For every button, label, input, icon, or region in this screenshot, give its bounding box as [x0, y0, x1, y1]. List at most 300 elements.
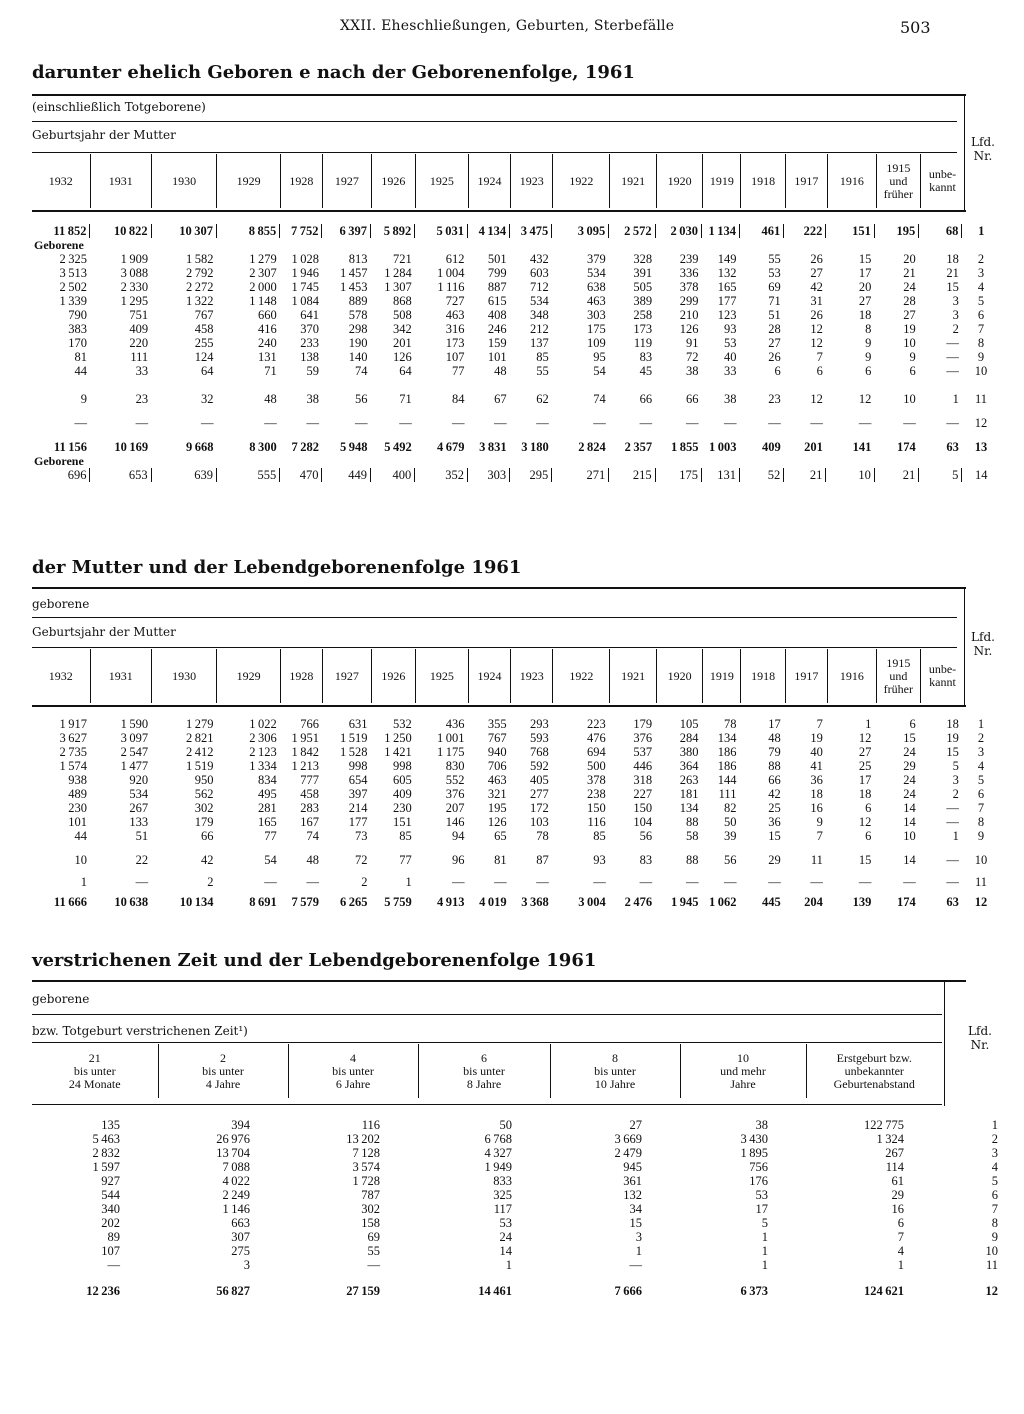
table-cell: 23	[768, 392, 781, 406]
table-cell: —	[629, 1258, 642, 1272]
column-header: Erstgeburt bzw. unbekannter Geburtenabstand	[833, 1050, 915, 1091]
table-cell: 16	[891, 1202, 904, 1216]
table-cell: 20	[858, 280, 872, 294]
lfd-separator	[964, 587, 965, 707]
column-header: 1927	[323, 154, 372, 208]
table-cell: 342	[392, 322, 412, 336]
spacer-row	[32, 378, 1000, 392]
table-row	[32, 787, 1000, 801]
table-cell: —	[354, 416, 368, 430]
table-cell: —	[367, 1258, 380, 1272]
table-cell: 48	[306, 853, 319, 867]
table-cell: 122 775	[863, 1118, 904, 1132]
table-cell: 950	[194, 773, 214, 787]
table-cell: 400	[370, 468, 414, 482]
table-cell: 10	[74, 853, 87, 867]
table-cell: 267	[129, 801, 149, 815]
table-cell: 14	[903, 815, 916, 829]
table-cell: 2	[361, 875, 368, 889]
table-cell: 12	[858, 815, 872, 829]
table-cell: 66	[639, 392, 653, 406]
rule	[32, 152, 957, 153]
table-cell: 3 095	[552, 224, 609, 238]
table-cell: 1 519	[339, 731, 368, 745]
table-cell: 303	[586, 308, 606, 322]
table-cell: 27	[768, 336, 781, 350]
table-cell: 44	[74, 364, 87, 378]
table-cell: 1 279	[186, 717, 214, 731]
table-cell: 88	[686, 815, 699, 829]
table-row	[32, 1202, 1000, 1216]
table-cell: —	[135, 416, 149, 430]
table-cell: 364	[679, 759, 699, 773]
table-cell: 1 334	[249, 759, 277, 773]
table-cell: 26	[810, 252, 823, 266]
section-2-title: der Mutter und der Lebendgeborenenfolge 1961	[32, 557, 522, 578]
table-cell: —	[593, 416, 606, 430]
table-cell: 4 913	[436, 895, 465, 909]
table-cell: 15	[946, 745, 959, 759]
table-cell: 69	[367, 1230, 380, 1244]
table-cell: 945	[623, 1160, 642, 1174]
spacer	[32, 406, 1000, 416]
table-row	[32, 1118, 1000, 1132]
table-cell: 103	[530, 815, 549, 829]
column-header: 1923	[511, 154, 553, 208]
table-cell: 85	[536, 350, 549, 364]
table-cell: 94	[451, 829, 465, 843]
table-cell: 470	[280, 468, 322, 482]
table-cell: 207	[445, 801, 465, 815]
table-cell: 307	[231, 1230, 250, 1244]
table-cell: 1 946	[291, 266, 319, 280]
table-cell: 24	[903, 773, 916, 787]
table-cell: 31	[810, 294, 823, 308]
table-cell: 4	[897, 1244, 904, 1258]
table-cell: 284	[679, 731, 699, 745]
table-cell: 167	[300, 815, 319, 829]
table-cell: 65	[494, 829, 507, 843]
table-cell: 72	[686, 350, 699, 364]
table-cell: 9	[80, 392, 87, 406]
table-cell: 378	[679, 280, 699, 294]
table-cell: 1 116	[437, 280, 465, 294]
lfd-separator	[964, 94, 965, 212]
table-cell: 62	[536, 392, 549, 406]
table-cell: 927	[101, 1174, 120, 1188]
table-cell: 42	[768, 787, 781, 801]
table-cell: 660	[258, 308, 277, 322]
table-row	[32, 1160, 1000, 1174]
table-cell: 6	[774, 364, 781, 378]
table-row	[32, 336, 1000, 350]
table-cell: 3	[635, 1230, 642, 1244]
column-header: unbe- kannt	[928, 167, 957, 194]
lfd-number: 3	[977, 745, 985, 759]
column-header: 1916	[828, 154, 877, 208]
lfd-number: 3	[991, 1146, 998, 1160]
table-cell: 489	[68, 787, 87, 801]
table-cell: 29	[768, 853, 781, 867]
table-cell: 2 479	[614, 1146, 642, 1160]
table-cell: 10	[903, 392, 916, 406]
table-cell: 1	[952, 392, 959, 406]
table-cell: 111	[130, 350, 149, 364]
table-cell: —	[494, 875, 507, 889]
table-cell: 66	[768, 773, 781, 787]
table-cell: 380	[679, 745, 699, 759]
table-cell: 66	[686, 392, 699, 406]
table-cell: 77	[399, 853, 412, 867]
table-cell: 239	[679, 252, 699, 266]
table-row	[32, 717, 1000, 731]
table-cell: 1 453	[339, 280, 368, 294]
table-cell: —	[723, 875, 737, 889]
table-cell: 938	[68, 773, 87, 787]
table-cell: 72	[354, 853, 368, 867]
table-cell: 151	[392, 815, 412, 829]
table-cell: 3 368	[521, 895, 549, 909]
lfd-number: 10	[974, 853, 988, 867]
table-cell: 352	[415, 468, 468, 482]
table-cell: 36	[810, 773, 823, 787]
table-cell: 833	[493, 1174, 512, 1188]
table-row	[32, 815, 1000, 829]
table-cell: 41	[810, 759, 823, 773]
column-header: 1925	[416, 154, 469, 208]
table-cell: 2 735	[59, 745, 87, 759]
table-cell: —	[946, 853, 959, 867]
table-row	[32, 350, 1000, 364]
lfd-number: 4	[991, 1160, 998, 1174]
table-row	[32, 875, 1000, 889]
table-cell: 246	[487, 322, 507, 336]
table-cell: —	[107, 1258, 120, 1272]
table-cell: 170	[68, 336, 87, 350]
table-cell: 721	[392, 252, 412, 266]
table-cell: 9 668	[186, 440, 214, 454]
section-1-caption-2: Geburtsjahr der Mutter	[32, 128, 176, 142]
table-cell: 15	[858, 853, 872, 867]
table-cell: 18	[946, 252, 959, 266]
table-cell: 1 003	[708, 440, 737, 454]
rule	[32, 94, 966, 96]
table-cell: 220	[129, 336, 149, 350]
table-cell: 173	[445, 336, 465, 350]
table-cell: —	[593, 875, 606, 889]
table-cell: —	[723, 416, 737, 430]
table-cell: 408	[487, 308, 507, 322]
table-cell: 7 752	[280, 224, 322, 238]
table-cell: 1 597	[92, 1160, 120, 1174]
table-cell: 495	[258, 787, 277, 801]
table-cell: 96	[451, 853, 465, 867]
table-cell: 1 284	[384, 266, 412, 280]
table-cell: —	[946, 815, 959, 829]
table-cell: 638	[586, 280, 606, 294]
lfd-number: 2	[977, 252, 985, 266]
lfd-number: 1	[991, 1118, 998, 1132]
table-cell: 4 134	[467, 224, 509, 238]
table-cell: 505	[633, 280, 653, 294]
column-header: 1932	[32, 649, 90, 703]
table-cell: 10 638	[114, 895, 149, 909]
table-cell: 5 892	[370, 224, 414, 238]
lfd-header: Lfd. Nr.	[971, 135, 995, 163]
table-cell: 2 412	[186, 745, 214, 759]
table-cell: 458	[194, 322, 214, 336]
table-cell: 11 666	[53, 895, 87, 909]
table-cell: 81	[494, 853, 507, 867]
table-cell: —	[201, 416, 214, 430]
table-cell: —	[399, 416, 412, 430]
table-cell: 534	[586, 266, 606, 280]
table-cell: 1 062	[708, 895, 737, 909]
table-cell: 416	[258, 322, 277, 336]
table-cell: 1 574	[59, 759, 87, 773]
table-cell: 532	[392, 717, 412, 731]
table-cell: 230	[392, 801, 412, 815]
column-header: 1926	[371, 154, 415, 208]
table-cell: 3 430	[740, 1132, 768, 1146]
table-cell: 3 475	[510, 224, 552, 238]
lfd-number: 8	[977, 336, 985, 350]
table-cell: 889	[348, 294, 368, 308]
column-header: 1928	[280, 649, 322, 703]
table-cell: 813	[348, 252, 368, 266]
table-cell: 1 001	[436, 731, 465, 745]
table-cell: 165	[717, 280, 737, 294]
table-cell: 50	[499, 1118, 512, 1132]
table-cell: 105	[679, 717, 699, 731]
table-cell: 654	[348, 773, 368, 787]
table-cell: 830	[445, 759, 465, 773]
table-cell: 10 307	[151, 224, 216, 238]
table-cell: 1 084	[291, 294, 319, 308]
table-section-1	[32, 60, 995, 526]
table-cell: —	[536, 875, 549, 889]
table-cell: 63	[946, 895, 959, 909]
table-cell: 88	[768, 759, 781, 773]
table-cell: 240	[258, 336, 277, 350]
table-row	[32, 224, 1000, 238]
table-cell: 19	[903, 322, 916, 336]
table-cell: 5 492	[384, 440, 412, 454]
table-cell: —	[858, 416, 872, 430]
table-cell: 12	[810, 392, 823, 406]
table-cell: 476	[586, 731, 606, 745]
table-cell: 17	[755, 1202, 768, 1216]
table-cell: 64	[201, 364, 214, 378]
table-cell: 83	[639, 350, 653, 364]
table-cell: 195	[874, 224, 918, 238]
table-cell: 195	[487, 801, 507, 815]
lfd-number: 9	[991, 1230, 998, 1244]
table-cell: 5 463	[92, 1132, 120, 1146]
table-cell: —	[306, 416, 319, 430]
table-cell: 174	[896, 440, 916, 454]
table-cell: 696	[32, 468, 90, 482]
table-cell: 2 357	[624, 440, 653, 454]
table-row	[32, 266, 1000, 280]
column-header: 1930	[151, 649, 217, 703]
lfd-number: 14	[974, 468, 988, 482]
table-cell: 325	[493, 1188, 512, 1202]
table-cell: 303	[467, 468, 509, 482]
table-cell: 1	[952, 829, 959, 843]
table-cell: 612	[445, 252, 465, 266]
table-row	[32, 829, 1000, 843]
table-cell: 2 123	[249, 745, 277, 759]
column-header: 1928	[280, 154, 322, 208]
table-cell: 27	[810, 266, 823, 280]
table-cell: 7	[816, 717, 823, 731]
table-cell: 463	[586, 294, 606, 308]
table-cell: 445	[762, 895, 781, 909]
table-cell: 202	[101, 1216, 120, 1230]
section-3-header	[32, 1044, 942, 1098]
table-cell: 3	[952, 308, 959, 322]
column-header: 1929	[217, 154, 280, 208]
column-header: 1926	[371, 649, 415, 703]
table-cell: 1 590	[120, 717, 149, 731]
column-header: 1918	[741, 154, 785, 208]
table-cell: 78	[536, 829, 549, 843]
table-cell: 54	[593, 364, 606, 378]
table-row	[32, 322, 1000, 336]
table-cell: 38	[755, 1118, 768, 1132]
table-cell: 3 669	[614, 1132, 642, 1146]
table-cell: 2 547	[120, 745, 149, 759]
table-cell: 23	[135, 392, 149, 406]
table-cell: 1 146	[222, 1202, 250, 1216]
table-cell: 223	[586, 717, 606, 731]
table-cell: —	[946, 336, 959, 350]
table-cell: —	[946, 875, 959, 889]
table-cell: 1	[405, 875, 412, 889]
table-cell: 394	[231, 1118, 250, 1132]
table-cell: 316	[445, 322, 465, 336]
table-cell: 6 768	[484, 1132, 512, 1146]
table-cell: 77	[451, 364, 465, 378]
table-cell: 336	[679, 266, 699, 280]
table-cell: 1	[761, 1258, 768, 1272]
table-cell: 501	[487, 252, 507, 266]
section-3-table	[32, 1118, 1000, 1298]
table-cell: 5	[919, 468, 962, 482]
table-cell: 230	[68, 801, 87, 815]
table-cell: 562	[194, 787, 214, 801]
table-cell: 1 895	[740, 1146, 768, 1160]
table-cell: 56	[723, 853, 737, 867]
table-cell: 2 307	[249, 266, 277, 280]
table-cell: 348	[530, 308, 549, 322]
table-cell: 1 457	[339, 266, 368, 280]
table-cell: 6	[865, 801, 872, 815]
table-cell: 93	[593, 853, 606, 867]
subheading: Geborene	[34, 454, 84, 468]
table-cell: 63	[946, 440, 959, 454]
table-cell: 6	[909, 717, 916, 731]
spacer	[32, 843, 1000, 853]
table-cell: 36	[768, 815, 781, 829]
column-header: 21 bis unter 24 Monate	[32, 1044, 158, 1098]
table-cell: 555	[217, 468, 280, 482]
section-1-table	[32, 224, 1000, 482]
lfd-number: 6	[991, 1188, 998, 1202]
table-cell: 52	[739, 468, 783, 482]
table-cell: 355	[487, 717, 507, 731]
table-cell: —	[306, 875, 319, 889]
table-cell: 1	[897, 1258, 904, 1272]
table-cell: 461	[739, 224, 783, 238]
table-cell: 6	[816, 364, 823, 378]
lfd-number: 10	[974, 364, 988, 378]
table-cell: 15	[946, 280, 959, 294]
table-cell: 116	[361, 1118, 380, 1132]
table-row	[32, 773, 1000, 787]
table-cell: 124	[194, 350, 214, 364]
table-cell: 694	[586, 745, 606, 759]
table-row	[32, 1174, 1000, 1188]
subheading-row	[32, 238, 1000, 252]
table-cell: 27	[903, 308, 916, 322]
table-cell: 1 909	[120, 252, 149, 266]
table-cell: 376	[633, 731, 653, 745]
table-cell: —	[264, 416, 277, 430]
table-cell: 12	[858, 392, 872, 406]
table-cell: 117	[493, 1202, 512, 1216]
table-cell: 74	[306, 829, 319, 843]
table-cell: 318	[633, 773, 653, 787]
table-cell: 15	[858, 252, 872, 266]
spacer-row	[32, 406, 1000, 416]
table-cell: 1 279	[249, 252, 277, 266]
table-cell: 5 948	[339, 440, 368, 454]
subheading-row	[32, 454, 1000, 468]
table-cell: 446	[633, 759, 653, 773]
table-cell: 55	[367, 1244, 380, 1258]
table-cell: —	[946, 416, 959, 430]
table-cell: 868	[392, 294, 412, 308]
table-cell: 124 621	[863, 1284, 904, 1298]
table-cell: 458	[300, 787, 319, 801]
table-cell: 107	[445, 350, 465, 364]
table-cell: 4 022	[222, 1174, 250, 1188]
table-cell: 605	[392, 773, 412, 787]
table-cell: 150	[586, 801, 606, 815]
table-cell: 50	[723, 815, 737, 829]
table-cell: 51	[135, 829, 149, 843]
table-cell: 508	[392, 308, 412, 322]
table-cell: 14	[499, 1244, 512, 1258]
rule	[32, 705, 966, 707]
table-cell: 116	[587, 815, 606, 829]
table-cell: 3 574	[352, 1160, 380, 1174]
table-cell: 64	[399, 364, 412, 378]
lfd-number: 1	[977, 717, 985, 731]
table-cell: 8	[865, 322, 872, 336]
table-row	[32, 1230, 1000, 1244]
table-cell: 126	[392, 350, 412, 364]
table-cell: 131	[702, 468, 740, 482]
table-row	[32, 440, 1000, 454]
column-header: 1915 und früher	[876, 649, 920, 703]
table-cell: 639	[151, 468, 216, 482]
table-cell: 663	[231, 1216, 250, 1230]
section-2-table	[32, 717, 1000, 909]
table-cell: 6	[865, 364, 872, 378]
